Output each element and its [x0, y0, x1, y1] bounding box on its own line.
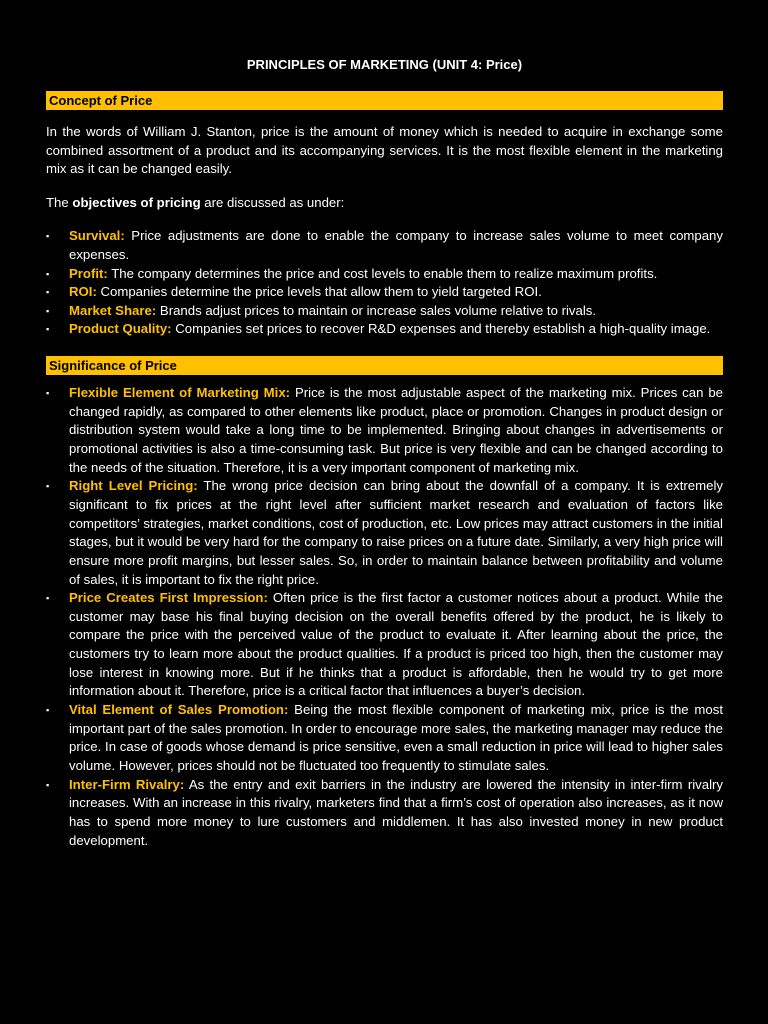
list-item-product-quality [46, 320, 723, 339]
list-item-sales-promotion [46, 701, 723, 776]
concept-intro-paragraph: In the words of William J. Stanton, price is the amount of money which is needed to acquire in exchange some combined assortment of a product and its accompanying services. It is the most flexible element in the marketing mix as it can be changed easily. [46, 124, 723, 177]
term-product-quality: Product Quality: [69, 321, 172, 337]
bullet-icon: ▪ [46, 481, 50, 492]
bullet-icon: ▪ [46, 287, 50, 298]
list-item-first-impression [46, 589, 723, 701]
objectives-intro-bold: objectives of pricing [72, 194, 201, 210]
term-first-impression: Price Creates First Impression: [69, 590, 268, 606]
desc-market-share: Brands adjust prices to maintain or increase sales volume relative to rivals. [156, 302, 597, 318]
desc-flexible-element: Price is the most adjustable aspect of the marketing mix. Prices can be changed rapidly, as compared to other elements like product, place or promotion. Changes in product design or distribution system would take a long time to be implemented. Bringing about changes in advertisements or promotional activities is also a time-consuming task. But price is very flexible and can be changed according to the needs of the situation. Therefore, it is a very important component of marketing mix. [69, 384, 724, 475]
bullet-icon: ▪ [46, 268, 50, 279]
document-title: PRINCIPLES OF MARKETING (UNIT 4: Price) [246, 57, 523, 72]
term-market-share: Market Share: [69, 302, 157, 318]
desc-product-quality: Companies set prices to recover R&D expenses and thereby establish a high-quality image. [171, 321, 711, 337]
significance-list [46, 384, 723, 850]
desc-first-impression: Often price is the first factor a customer notices about a product. While the customer may base his final buying decision on the overall benefits offered by the product, he is likely to compare the price with the perceived value of the product to evaluate it. After learning about the price, the customers try to learn more about the product qualities. If a product is priced too high, then the customer may lose interest in knowing more. But if he thinks that a product is affordable, then he would try to get more information about it. Therefore, price is a critical factor that influences a buyer’s decision. [69, 590, 723, 699]
section-header-concept-of-price: Concept of Price [46, 91, 723, 110]
desc-profit: The company determines the price and cost levels to enable them to realize maximum profits. [107, 265, 658, 281]
list-item-market-share [46, 302, 723, 321]
desc-right-level-pricing: The wrong price decision can bring about the downfall of a company. It is extremely significant to fix prices at the right level after sufficient market research and evaluation of factors like competitors’ strategies, market conditions, cost of production, etc. Low prices may attract customers in the initial stages, but it would be very hard for the company to raise prices on a future date. Similarly, a very high price will ensure more profit margins, but lesser sales. So, in order to maintain balance between profitability and volume of sales, it is important to fix the right price. [69, 478, 723, 587]
list-item-flexible-element [46, 384, 723, 477]
bullet-icon: ▪ [46, 705, 50, 716]
list-item-survival [46, 227, 723, 264]
section-header-significance-of-price: Significance of Price [46, 356, 723, 375]
desc-sales-promotion: Being the most flexible component of marketing mix, price is the most important part of the sales promotion. In order to encourage more sales, the marketing manager may reduce the price. In case of goods whose demand is price sensitive, even a small reduction in price will lead to higher sales volume. However, prices should not be fluctuated too frequently to stimulate sales. [69, 702, 723, 774]
objectives-intro-post: are discussed as under: [200, 194, 345, 210]
desc-survival: Price adjustments are done to enable the company to increase sales volume to meet company expenses. [69, 228, 723, 262]
list-item-inter-firm-rivalry [46, 776, 723, 851]
term-profit: Profit: [69, 265, 108, 281]
bullet-icon: ▪ [46, 387, 50, 398]
term-sales-promotion: Vital Element of Sales Promotion: [69, 702, 289, 718]
bullet-icon: ▪ [46, 593, 50, 604]
term-survival: Survival: [69, 228, 125, 244]
list-item-roi [46, 283, 723, 302]
bullet-icon: ▪ [46, 305, 50, 316]
desc-roi: Companies determine the price levels that allow them to yield targeted ROI. [96, 284, 542, 300]
objectives-intro-paragraph [46, 194, 723, 213]
bullet-icon: ▪ [46, 779, 50, 790]
bullet-icon: ▪ [46, 324, 50, 335]
page-content [46, 55, 723, 867]
term-flexible-element: Flexible Element of Marketing Mix: [69, 384, 291, 400]
list-item-right-level-pricing [46, 477, 723, 589]
list-item-profit [46, 265, 723, 284]
bullet-icon: ▪ [46, 231, 50, 242]
desc-inter-firm-rivalry: As the entry and exit barriers in the industry are lowered the intensity in inter-firm rivalry increases. With an increase in this rivalry, marketers find that a firm’s cost of operation also increases, as it now has to spend more money to lure customers and middlemen. It has also invested money in new product development. [69, 776, 723, 848]
term-roi: ROI: [69, 284, 97, 300]
term-right-level-pricing: Right Level Pricing: [69, 478, 198, 494]
objectives-intro-pre: The [46, 194, 73, 210]
objectives-list [46, 227, 723, 339]
term-inter-firm-rivalry: Inter-Firm Rivalry: [69, 776, 185, 792]
